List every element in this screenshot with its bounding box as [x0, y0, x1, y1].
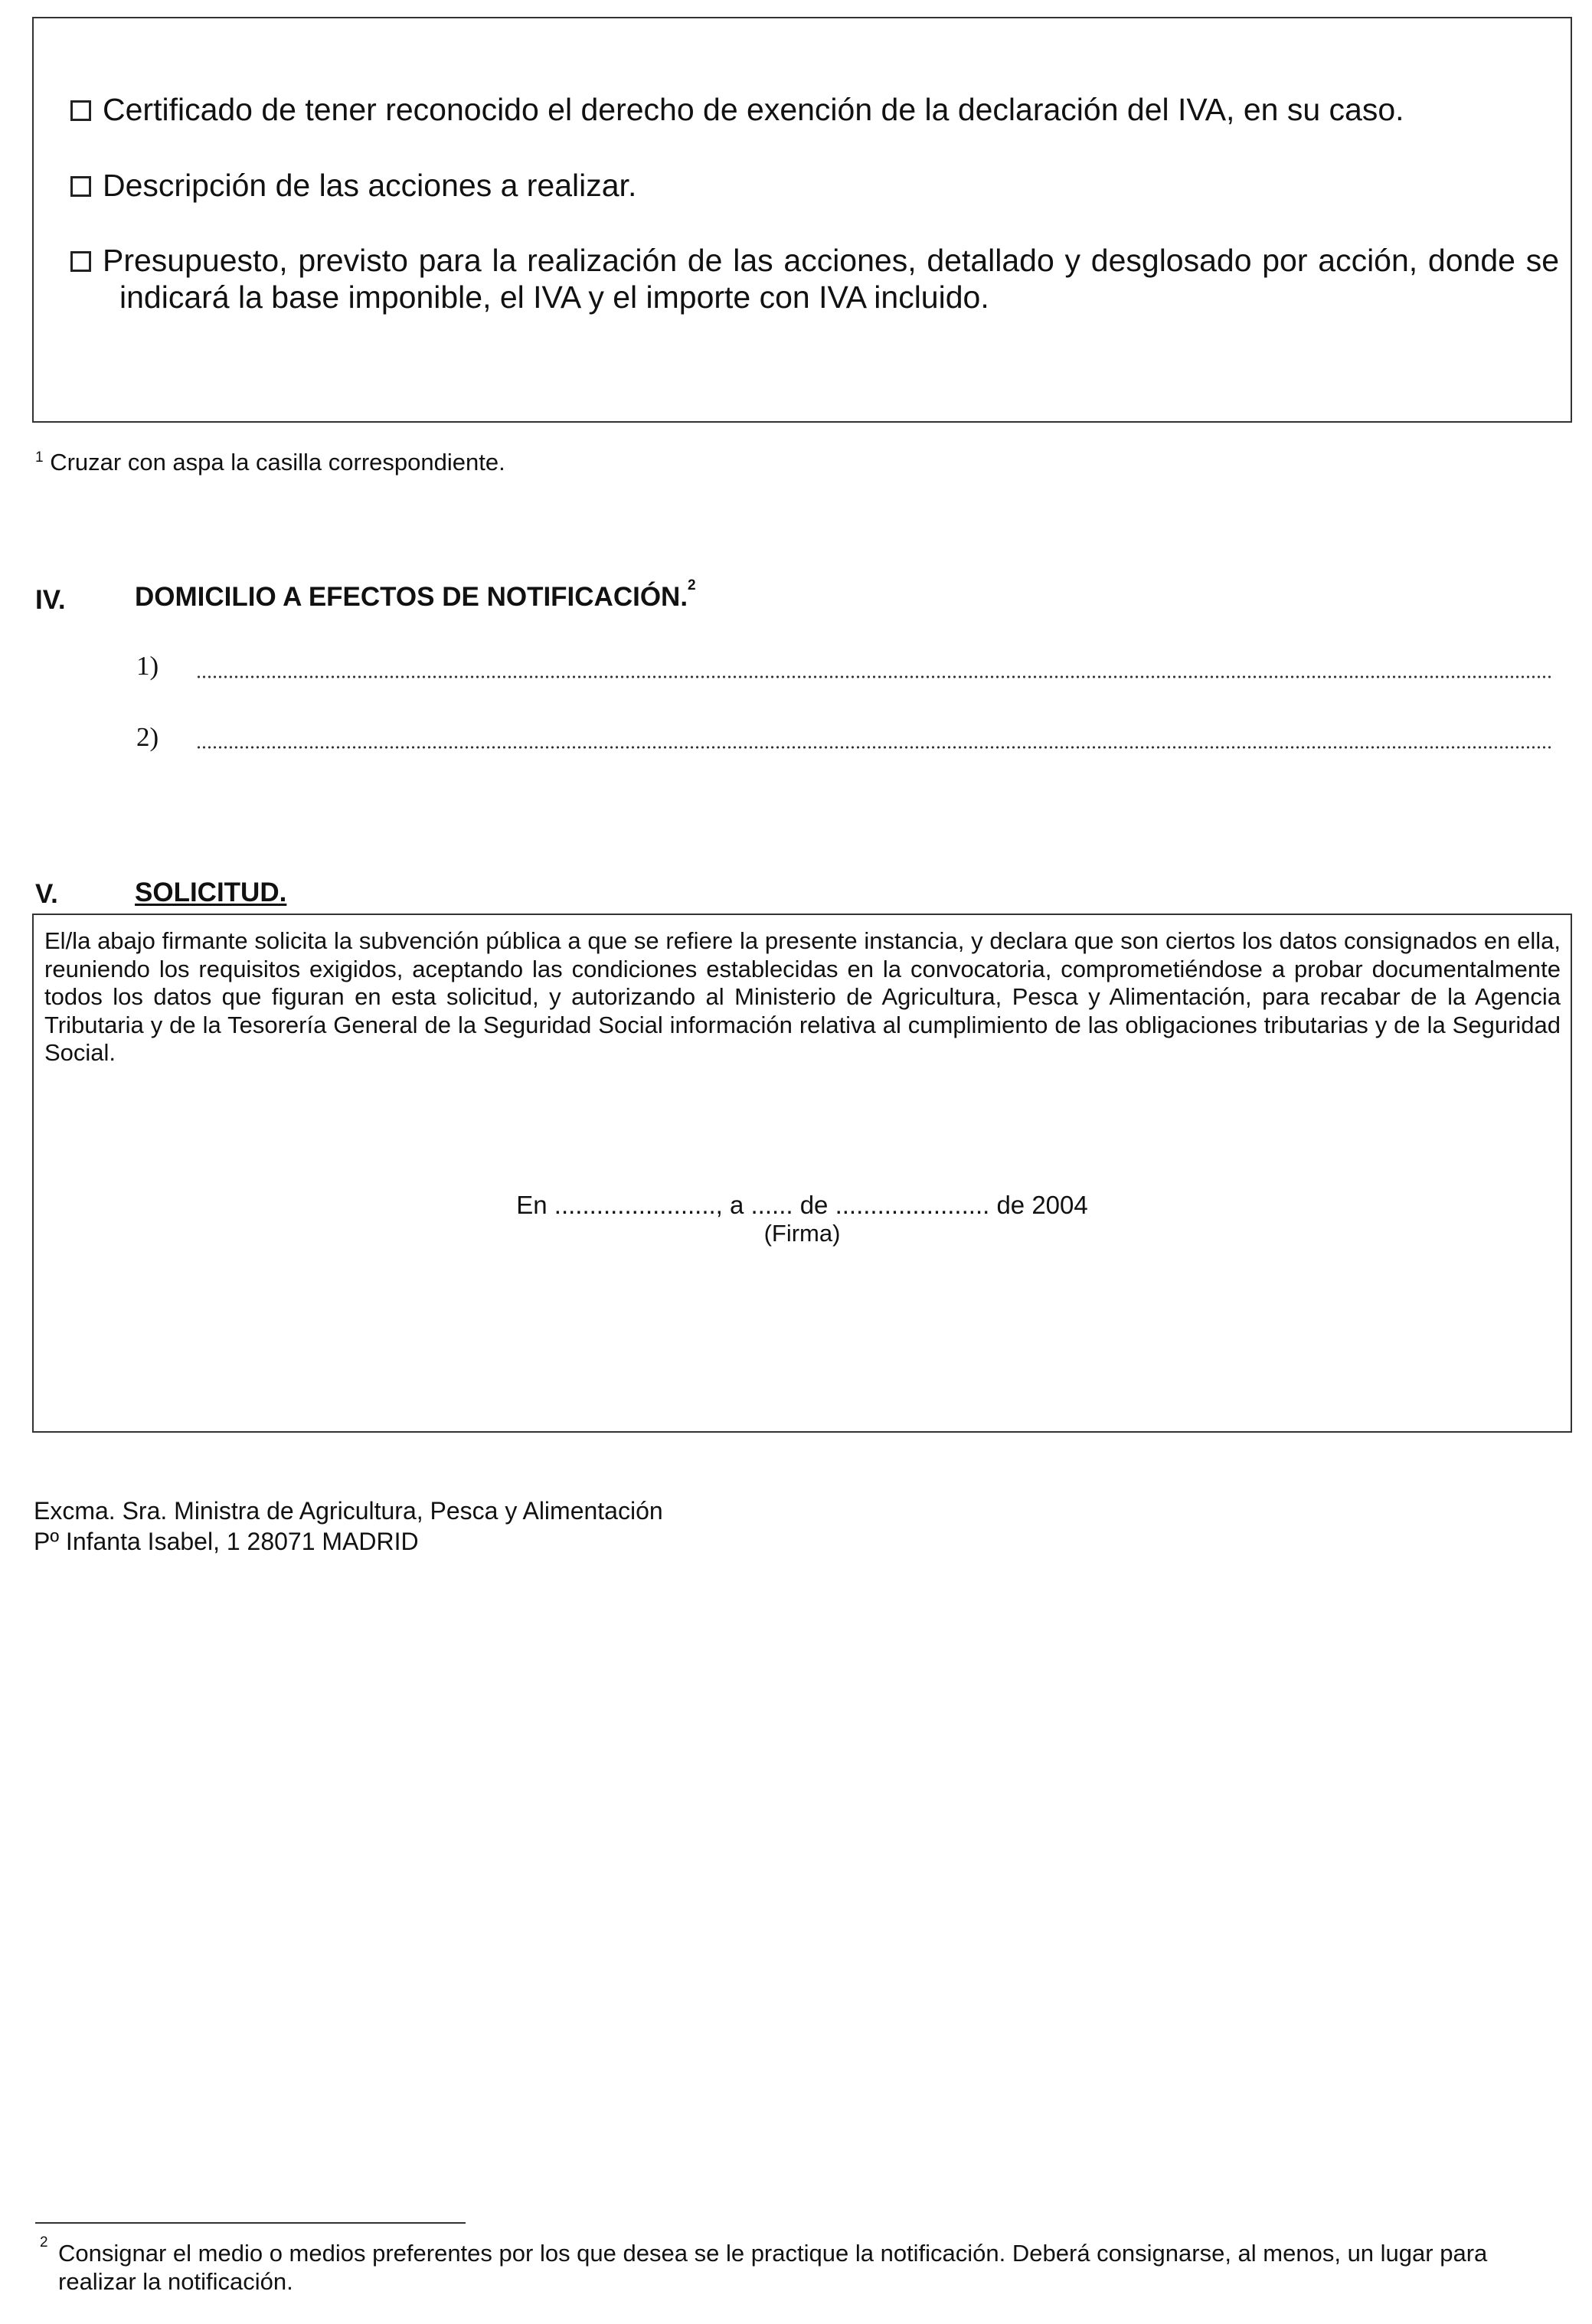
- checklist-item-label: Certificado de tener reconocido el derecho de exención de la declaración del IVA, en su caso.: [103, 92, 1404, 127]
- footnote-2: [35, 2234, 1559, 2296]
- checklist-item-label: Descripción de las acciones a realizar.: [103, 168, 637, 203]
- section-v-title: SOLICITUD.: [135, 878, 287, 907]
- footnote-divider: [35, 2222, 466, 2224]
- request-box: [32, 914, 1572, 1433]
- document-checklist-box: [32, 17, 1572, 423]
- footnote-2-mark: 2: [40, 2234, 48, 2250]
- section-iv-footnote-mark: 2: [688, 577, 696, 593]
- footnote-1: [35, 449, 505, 476]
- checkbox-actions-description[interactable]: [70, 176, 91, 197]
- signature-label: (Firma): [763, 1220, 841, 1247]
- addressee-line-2: Pº Infanta Isabel, 1 28071 MADRID: [34, 1528, 419, 1555]
- section-iv-title-text: DOMICILIO A EFECTOS DE NOTIFICACIÓN.: [135, 582, 688, 612]
- place-date-line[interactable]: En ......................., a ...... de ...................... de 2004: [516, 1191, 1088, 1219]
- address-line-1-field[interactable]: [196, 675, 1554, 678]
- address-line-1-label: 1): [136, 651, 159, 681]
- checklist-item-budget: [70, 242, 1559, 315]
- request-declaration-text: El/la abajo firmante solicita la subvención pública a que se refiere la presente instancia, y declara que son ciertos los datos consignados en ella, reuniendo los requisitos exigidos, aceptando las condiciones establecidas en la convocatoria, comprometiéndose a probar documentalmente todos los datos que figuran en esta solicitud, y autorizando al Ministerio de Agricultura, Pesca y Alimentación, para recabar de la Agencia Tributaria y de la Tesorería General de la Seguridad Social información relativa al cumplimiento de las obligaciones tributarias y de la Seguridad Social.: [44, 927, 1561, 1066]
- address-line-2-label: 2): [136, 722, 159, 752]
- footnote-1-text: Cruzar con aspa la casilla correspondiente.: [50, 449, 505, 476]
- checklist-item-label: Presupuesto, previsto para la realización de las acciones, detallado y desglosado por acción, donde se indicará la base imponible, el IVA y el importe con IVA incluido.: [103, 243, 1559, 315]
- section-iv-number: IV.: [35, 585, 66, 615]
- checkbox-iva-exemption[interactable]: [70, 100, 91, 121]
- checkbox-budget[interactable]: [70, 251, 91, 272]
- addressee-line-1: Excma. Sra. Ministra de Agricultura, Pesca y Alimentación: [34, 1497, 663, 1525]
- footnote-2-text: Consignar el medio o medios preferentes por los que desea se le practique la notificación. Deberá consignarse, al menos, un lugar para realizar la notificación.: [58, 2240, 1488, 2295]
- address-line-2-field[interactable]: [196, 746, 1554, 749]
- footnote-1-mark: 1: [35, 449, 44, 466]
- section-iv-title: [135, 577, 696, 613]
- checklist-item-actions-description: [70, 167, 1592, 204]
- checklist-item-iva-exemption: [70, 91, 1592, 128]
- section-v-number: V.: [35, 879, 58, 909]
